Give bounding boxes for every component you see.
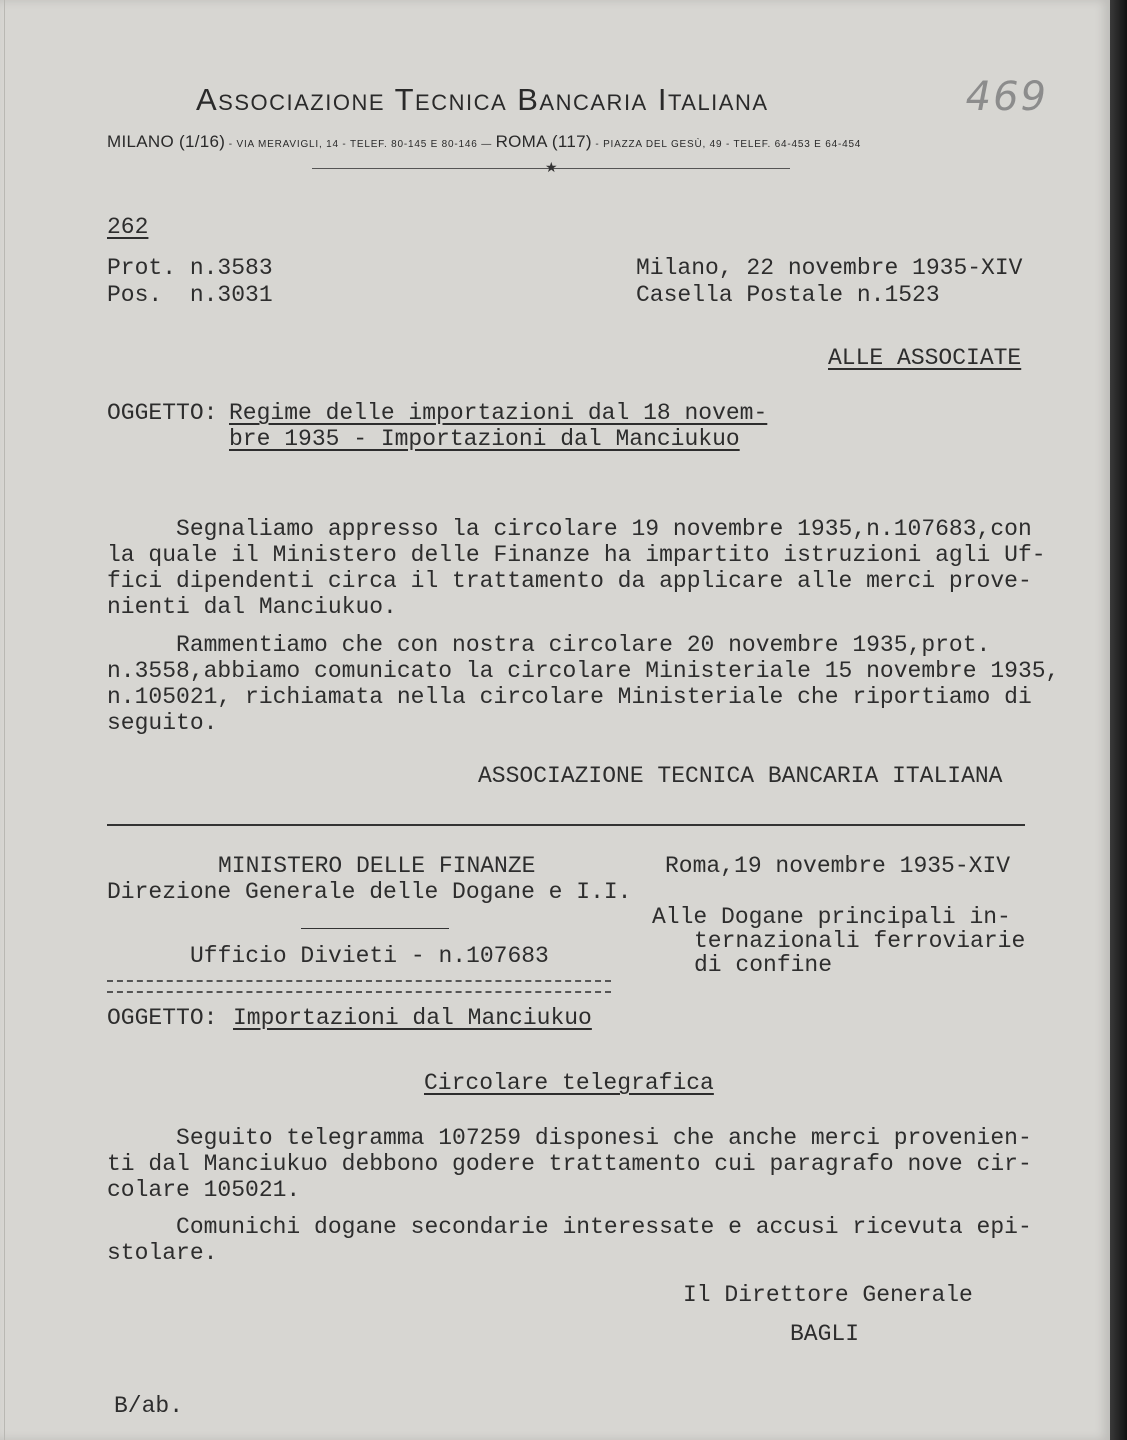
ministry-p1-line: ti dal Manciukuo debbono godere trattamento cui paragrafo nove cir- (107, 1151, 1032, 1177)
document-number: 262 (107, 214, 149, 240)
body-p2-line: Rammentiamo che con nostra circolare 20 novembre 1935,prot. (107, 632, 991, 658)
ministry-name: MINISTERO DELLE FINANZE (218, 853, 536, 879)
ministry-recipient-line: di confine (694, 952, 833, 978)
section-divider (107, 824, 1025, 826)
roma-address: - PIAZZA DEL GESÙ, 49 - TELEF. 64-453 E 64-454 (591, 139, 862, 150)
roma-label: ROMA (117) (495, 132, 592, 151)
body-p2-line: n.105021, richiamata nella circolare Ministeriale che riportiamo di (107, 684, 1032, 710)
position-number: Pos. n.3031 (107, 282, 273, 308)
body-p2-line: seguito. (107, 710, 218, 736)
recipients: ALLE ASSOCIATE (828, 345, 1022, 371)
double-rule (107, 980, 611, 993)
subject-label: OGGETTO: (107, 400, 218, 426)
scan-border (1110, 0, 1127, 1440)
short-rule (301, 928, 449, 929)
association-signature: ASSOCIAZIONE TECNICA BANCARIA ITALIANA (478, 763, 1003, 789)
ministry-office: Ufficio Divieti - n.107683 (190, 943, 549, 969)
ministry-p2-line: stolare. (107, 1240, 218, 1266)
subject-line-2: bre 1935 - Importazioni dal Manciukuo (229, 426, 740, 452)
signer-name: BAGLI (790, 1321, 860, 1347)
star-ornament: ★ (545, 161, 558, 176)
ministry-date: Roma,19 novembre 1935-XIV (665, 853, 1011, 879)
page-edge (4, 0, 5, 1440)
ministry-recipient-line: Alle Dogane principali in- (652, 904, 1011, 930)
circular-type: Circolare telegrafica (424, 1070, 714, 1096)
ministry-subject: Importazioni dal Manciukuo (233, 1005, 592, 1031)
body-p1-line: Segnaliamo appresso la circolare 19 novembre 1935,n.107683,con (107, 516, 1032, 542)
ministry-p2-line: Comunichi dogane secondarie interessate e accusi ricevuta epi- (107, 1214, 1032, 1240)
postal-box: Casella Postale n.1523 (636, 282, 940, 308)
ministry-directorate: Direzione Generale delle Dogane e I.I. (107, 879, 632, 905)
ministry-recipient-line: ternazionali ferroviarie (694, 928, 1026, 954)
signer-title: Il Direttore Generale (683, 1282, 973, 1308)
ministry-p1-line: Seguito telegramma 107259 disponesi che anche merci provenien- (107, 1125, 1032, 1151)
ministry-p1-line: colare 105021. (107, 1177, 301, 1203)
subject-line-1: Regime delle importazioni dal 18 novem- (229, 400, 768, 426)
body-p1-line: la quale il Ministero delle Finanze ha impartito istruzioni agli Uf- (107, 542, 1046, 568)
body-p1-line: fici dipendenti circa il trattamento da applicare alle merci prove- (107, 568, 1032, 594)
milano-address: - VIA MERAVIGLI, 14 - TELEF. 80-145 E 80-146 — (225, 139, 496, 150)
letter-date: Milano, 22 novembre 1935-XIV (636, 255, 1023, 281)
ministry-subject-label: OGGETTO: (107, 1005, 218, 1031)
body-p1-line: nienti dal Manciukuo. (107, 594, 397, 620)
letterhead-title: Associazione Tecnica Bancaria Italiana (196, 82, 769, 117)
protocol-number: Prot. n.3583 (107, 255, 273, 281)
milano-label: MILANO (1/16) (107, 132, 226, 151)
typist-initials: B/ab. (114, 1393, 184, 1419)
letterhead-address (107, 132, 861, 152)
folio-number: 469 (965, 74, 1048, 120)
body-p2-line: n.3558,abbiamo comunicato la circolare Ministeriale 15 novembre 1935, (107, 658, 1060, 684)
